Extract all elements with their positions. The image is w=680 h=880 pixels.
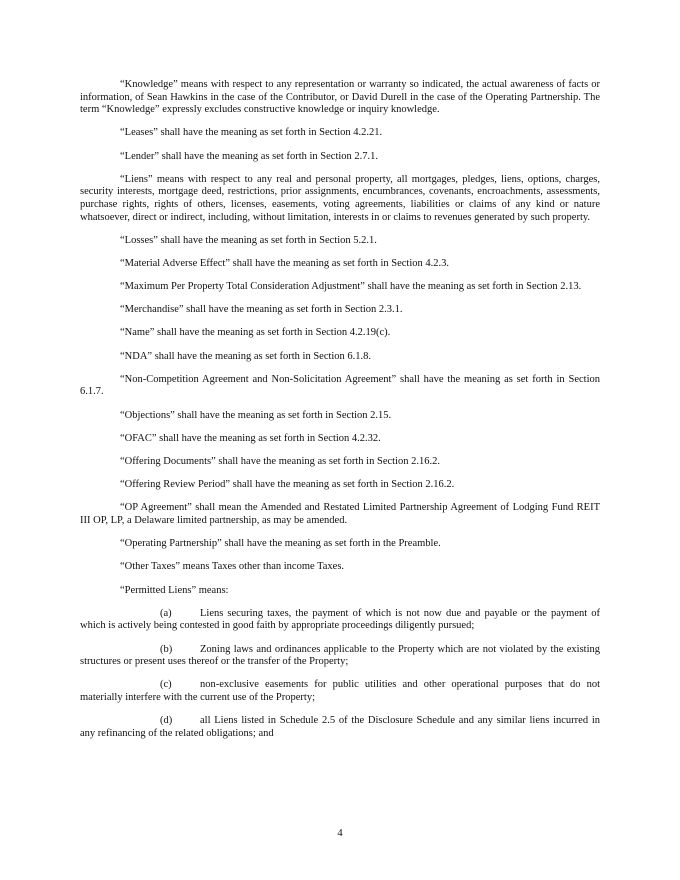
list-item-text: Liens securing taxes, the payment of which is not now due and payable or the payment of which is actively being contested in good faith by appropriate proceedings diligently pursued; bbox=[80, 607, 600, 632]
permitted-liens-item-c bbox=[80, 679, 600, 704]
permitted-liens-item-a bbox=[80, 608, 600, 633]
list-item-label: (a) bbox=[160, 607, 172, 619]
definition-name: “Name” shall have the meaning as set forth in Section 4.2.19(c). bbox=[120, 327, 391, 339]
permitted-liens-item-b bbox=[80, 644, 600, 669]
definition-offering-review-period: “Offering Review Period” shall have the meaning as set forth in Section 2.16.2. bbox=[120, 479, 455, 491]
definition-offering-documents: “Offering Documents” shall have the meaning as set forth in Section 2.16.2. bbox=[120, 456, 440, 467]
definition-leases: “Leases” shall have the meaning as set forth in Section 4.2.21. bbox=[120, 127, 383, 139]
list-item-label: (d) bbox=[160, 715, 173, 727]
definition-operating-partnership: “Operating Partnership” shall have the meaning as set forth in the Preamble. bbox=[120, 538, 441, 550]
list-item-text: all Liens listed in Schedule 2.5 of the Disclosure Schedule and any similar liens incurred in any refinancing of the related obligations; and bbox=[80, 715, 600, 739]
definition-nda: “NDA” shall have the meaning as set forth in Section 6.1.8. bbox=[120, 350, 372, 362]
list-item-text: non-exclusive easements for public utilities and other operational purposes that do not materially interfere with the current use of the Property; bbox=[80, 679, 600, 703]
list-item-label: (c) bbox=[160, 679, 172, 691]
list-item-text: Zoning laws and ordinances applicable to the Property which are not violated by the existing structures or present uses thereof or the transfer of the Property; bbox=[80, 643, 600, 668]
definition-objections: “Objections” shall have the meaning as set forth in Section 2.15. bbox=[120, 409, 392, 421]
definition-non-competition-agreement: “Non-Competition Agreement and Non-Solicitation Agreement” shall have the meaning as set forth in Section 6.1.7. bbox=[80, 373, 600, 398]
definition-liens: “Liens” means with respect to any real and personal property, all mortgages, pledges, liens, options, charges, security interests, mortgage deed, restrictions, prior assignments, encumbrances, covenants, encroachments, assessments, purchase rights, rights of others, licenses, easements, voting agreements, liabilities or claims of any kind or nature whatsoever, direct or indirect, including, without limitation, interests in or claims to revenues generated by such property. bbox=[80, 173, 600, 223]
page-number: 4 bbox=[337, 828, 343, 839]
definition-other-taxes: “Other Taxes” means Taxes other than income Taxes. bbox=[120, 561, 345, 573]
definition-ofac: “OFAC” shall have the meaning as set forth in Section 4.2.32. bbox=[120, 432, 381, 444]
definition-maximum-per-property: “Maximum Per Property Total Consideration Adjustment” shall have the meaning as set forth in Section 2.13. bbox=[120, 281, 582, 293]
definition-material-adverse-effect: “Material Adverse Effect” shall have the meaning as set forth in Section 4.2.3. bbox=[120, 257, 449, 269]
permitted-liens-item-d bbox=[80, 715, 600, 740]
definition-knowledge: “Knowledge” means with respect to any representation or warranty so indicated, the actual awareness of facts or information, of Sean Hawkins in the case of the Contributor, or David Durell in the case of the Operating Partnership. The term “Knowledge” expressly excludes constructive knowledge or inquiry knowledge. bbox=[80, 79, 600, 116]
definition-lender: “Lender” shall have the meaning as set forth in Section 2.7.1. bbox=[120, 150, 379, 162]
definition-losses: “Losses” shall have the meaning as set forth in Section 5.2.1. bbox=[120, 234, 377, 246]
definition-op-agreement: “OP Agreement” shall mean the Amended and Restated Limited Partnership Agreement of Lodging Fund REIT III OP, LP, a Delaware limited partnership, as may be amended. bbox=[80, 502, 600, 526]
definition-permitted-liens: “Permitted Liens” means: bbox=[120, 584, 229, 596]
definition-merchandise: “Merchandise” shall have the meaning as set forth in Section 2.3.1. bbox=[120, 304, 403, 316]
list-item-label: (b) bbox=[160, 643, 173, 655]
